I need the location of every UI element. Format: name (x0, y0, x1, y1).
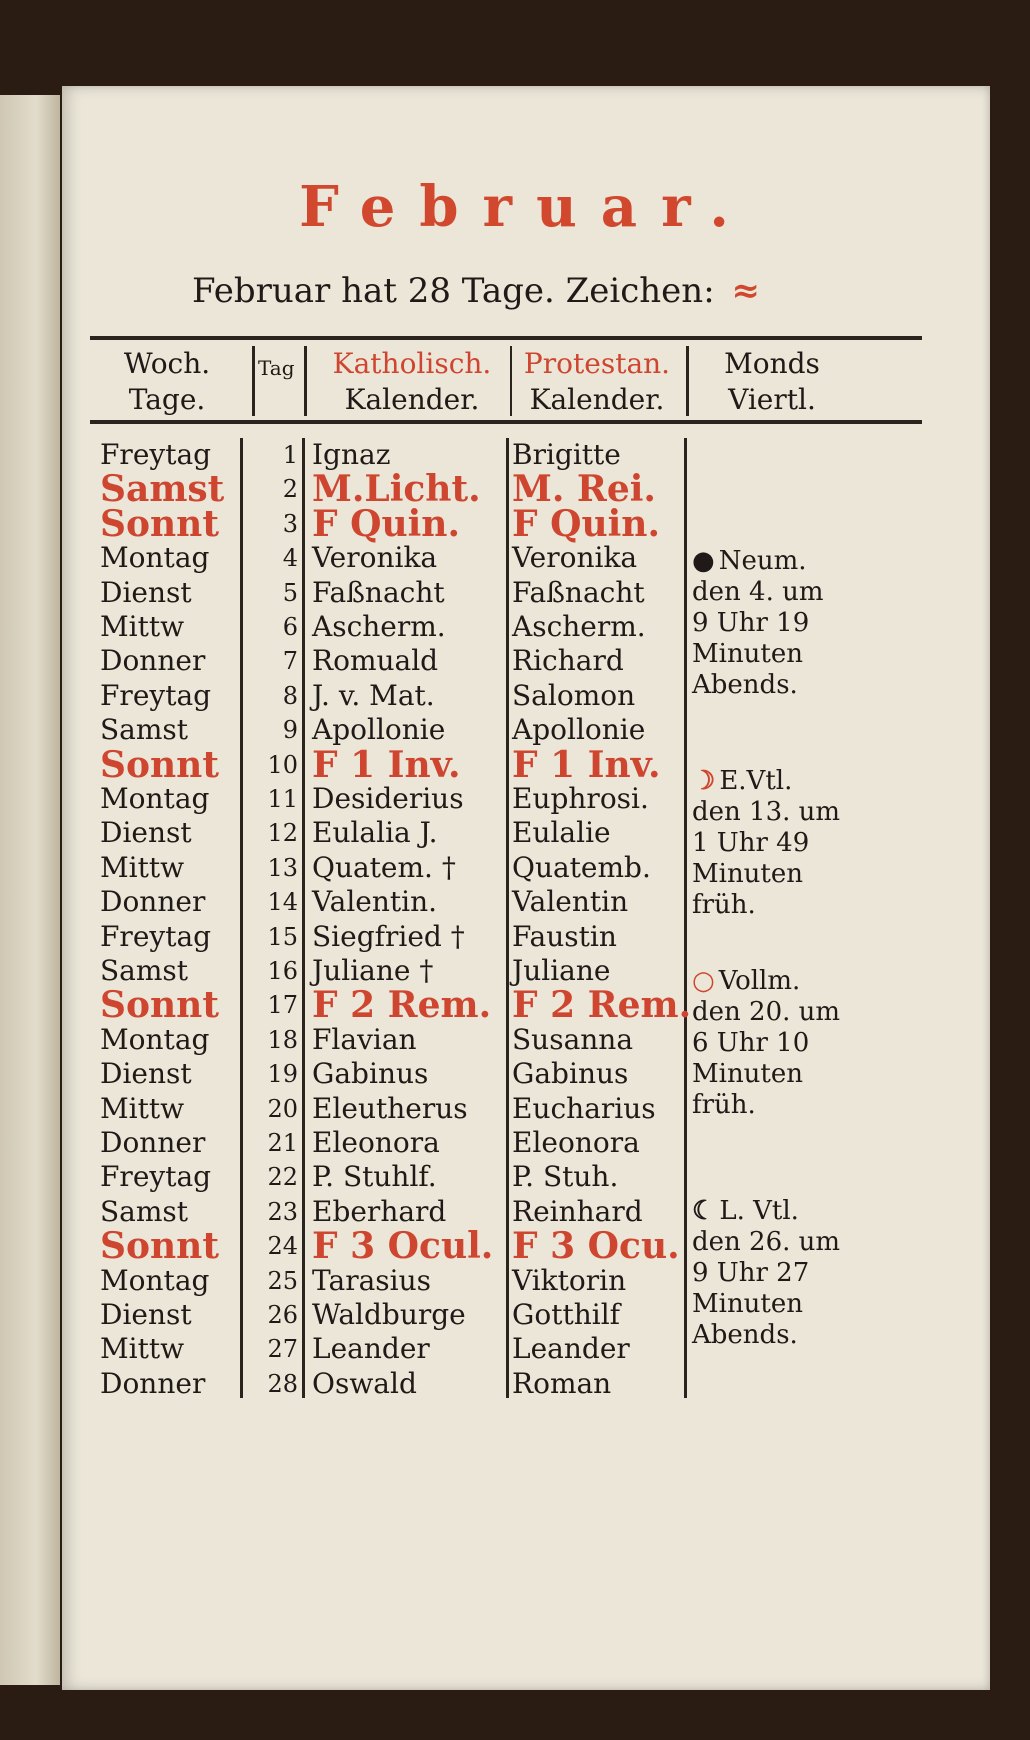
catholic-calendar-cell: F 3 Ocul. (312, 1225, 494, 1268)
weekday-cell: Freytag (100, 438, 212, 471)
weekday-cell: Mittw (100, 1091, 185, 1125)
moon-phase-line: den 13. um (692, 797, 841, 827)
day-number-cell: 6 (282, 613, 298, 641)
header-moon: Monds Viertl. (724, 347, 820, 416)
moon-phase-line: 9 Uhr 27 (692, 1258, 810, 1288)
header-weekday: Woch. Tage. (123, 347, 211, 416)
catholic-calendar-cell: Eberhard (312, 1194, 447, 1228)
table-row (62, 468, 990, 511)
moon-phase-icon: ☽ (692, 766, 716, 796)
catholic-calendar-cell: M.Licht. (312, 468, 481, 511)
weekday-cell: Sonnt (100, 984, 219, 1027)
table-row (62, 984, 990, 1027)
weekday-cell: Donner (100, 644, 206, 678)
weekday-cell: Mittw (100, 1332, 185, 1366)
weekday-cell: Mittw (100, 850, 185, 884)
day-number-cell: 23 (267, 1197, 298, 1226)
protestant-calendar-cell: F 2 Rem. (512, 984, 692, 1027)
day-number-cell: 26 (267, 1301, 298, 1329)
moon-phase-line: Minuten (692, 639, 804, 669)
table-row (62, 438, 990, 472)
table-row (62, 644, 990, 678)
catholic-calendar-cell: Gabinus (312, 1057, 429, 1091)
weekday-cell: Dienst (100, 1057, 192, 1091)
moon-phase-line: den 4. um (692, 577, 824, 607)
header-divider (686, 346, 689, 416)
day-number-cell: 17 (267, 991, 298, 1020)
table-row (62, 1225, 990, 1268)
protestant-calendar-cell: Gotthilf (512, 1298, 621, 1331)
month-subtitle (192, 271, 760, 311)
day-number-cell: 11 (267, 785, 298, 813)
header-bottom-rule (90, 420, 922, 424)
weekday-cell: Dienst (100, 816, 192, 850)
header-day: Tag (258, 356, 295, 380)
day-number-cell: 19 (267, 1060, 298, 1089)
day-number-cell: 4 (282, 544, 298, 573)
protestant-calendar-cell: Euphrosi. (512, 782, 649, 815)
weekday-cell: Mittw (100, 610, 185, 643)
catholic-calendar-cell: J. v. Mat. (312, 678, 435, 712)
protestant-calendar-cell: Quatemb. (512, 850, 651, 884)
weekday-cell: Montag (100, 782, 210, 815)
protestant-calendar-cell: Eulalie (512, 816, 611, 850)
day-number-cell: 10 (267, 750, 298, 779)
subtitle-text: Februar hat 28 Tage. Zeichen: (192, 271, 715, 311)
protestant-calendar-cell: Faßnacht (512, 575, 645, 609)
table-row (62, 576, 990, 610)
catholic-calendar-cell: F Quin. (312, 502, 461, 545)
header-divider (252, 346, 255, 416)
protestant-calendar-cell: Ascherm. (512, 610, 646, 643)
catholic-calendar-cell: Flavian (312, 1022, 417, 1056)
header-top-rule (90, 336, 922, 340)
moon-phase-entry (692, 1196, 842, 1351)
protestant-calendar-cell: Juliane (512, 954, 611, 987)
protestant-calendar-cell: Roman (512, 1366, 612, 1400)
table-row (62, 610, 990, 644)
protestant-calendar-cell: M. Rei. (512, 468, 656, 511)
catholic-calendar-cell: Eleutherus (312, 1091, 468, 1125)
day-number-cell: 16 (267, 957, 298, 985)
protestant-calendar-cell: Valentin (512, 885, 629, 919)
day-number-cell: 18 (267, 1025, 298, 1054)
protestant-calendar-cell: Salomon (512, 678, 636, 712)
protestant-calendar-cell: Susanna (512, 1022, 634, 1056)
day-number-cell: 1 (282, 441, 298, 469)
table-row (62, 502, 990, 545)
table-row (62, 954, 990, 988)
day-number-cell: 12 (267, 819, 298, 848)
catholic-calendar-cell: Waldburge (312, 1298, 466, 1331)
table-row (62, 743, 990, 786)
moon-phase-line: Minuten (692, 1289, 804, 1319)
day-number-cell: 24 (267, 1232, 298, 1261)
weekday-cell: Dienst (100, 575, 192, 609)
moon-phase-line: 9 Uhr 19 (692, 608, 810, 638)
weekday-cell: Montag (100, 1263, 210, 1297)
header-divider (510, 346, 512, 416)
weekday-cell: Montag (100, 1022, 210, 1056)
table-row (62, 1332, 990, 1366)
protestant-calendar-cell: Gabinus (512, 1057, 629, 1091)
protestant-calendar-cell: Veronika (512, 541, 638, 575)
moon-phase-entry (692, 966, 842, 1121)
weekday-cell: Dienst (100, 1298, 192, 1331)
day-number-cell: 27 (267, 1335, 298, 1364)
header-catholic: Katholisch. Kalender. (332, 347, 492, 416)
protestant-calendar-cell: F Quin. (512, 502, 661, 545)
protestant-calendar-cell: F 3 Ocu. (512, 1225, 680, 1268)
day-number-cell: 2 (282, 475, 298, 504)
moon-phase-label: Vollm. (718, 966, 801, 996)
catholic-calendar-cell: Faßnacht (312, 575, 445, 609)
moon-phase-icon: ○ (692, 966, 715, 996)
moon-phase-line: 1 Uhr 49 (692, 828, 810, 858)
weekday-cell: Samst (100, 954, 189, 987)
moon-phase-line: früh. (692, 1090, 756, 1120)
moon-phase-label: L. Vtl. (719, 1196, 799, 1226)
weekday-cell: Freytag (100, 678, 212, 712)
catholic-calendar-cell: F 2 Rem. (312, 984, 492, 1027)
moon-phase-line: Abends. (692, 1320, 798, 1350)
catholic-calendar-cell: F 1 Inv. (312, 743, 461, 786)
table-row (62, 1195, 990, 1229)
weekday-cell: Donner (100, 1366, 206, 1400)
protestant-calendar-cell: F 1 Inv. (512, 743, 661, 786)
catholic-calendar-cell: Juliane † (312, 954, 434, 987)
weekday-cell: Sonnt (100, 1225, 219, 1268)
table-row (62, 1264, 990, 1298)
calendar-page (62, 86, 990, 1690)
moon-phase-label: E.Vtl. (719, 766, 793, 796)
catholic-calendar-cell: Tarasius (312, 1263, 431, 1297)
day-number-cell: 8 (282, 681, 298, 710)
zodiac-sign-icon: ≈ (731, 271, 760, 311)
protestant-calendar-cell: Leander (512, 1332, 630, 1366)
catholic-calendar-cell: Ascherm. (312, 610, 446, 643)
weekday-cell: Donner (100, 885, 206, 919)
table-row (62, 1092, 990, 1126)
weekday-cell: Montag (100, 541, 210, 575)
weekday-cell: Sonnt (100, 743, 219, 786)
table-row (62, 1160, 990, 1194)
weekday-cell: Freytag (100, 919, 212, 953)
header-divider (304, 346, 307, 416)
catholic-calendar-cell: Valentin. (312, 885, 438, 919)
catholic-calendar-cell: Siegfried † (312, 919, 465, 953)
catholic-calendar-cell: Romuald (312, 644, 439, 678)
day-number-cell: 22 (267, 1163, 298, 1192)
day-number-cell: 28 (267, 1369, 298, 1398)
table-row (62, 1367, 990, 1401)
table-row (62, 920, 990, 954)
day-number-cell: 13 (267, 853, 298, 882)
catholic-calendar-cell: Quatem. † (312, 850, 456, 884)
protestant-calendar-cell: P. Stuh. (512, 1160, 619, 1194)
day-number-cell: 9 (282, 716, 298, 745)
catholic-calendar-cell: Oswald (312, 1366, 417, 1400)
table-row (62, 1023, 990, 1057)
table-row (62, 1126, 990, 1160)
table-row (62, 885, 990, 919)
catholic-calendar-cell: Leander (312, 1332, 430, 1366)
protestant-calendar-cell: Eucharius (512, 1091, 656, 1125)
weekday-cell: Samst (100, 713, 189, 747)
header-protestant: Protestan. Kalender. (523, 347, 671, 416)
weekday-cell: Freytag (100, 1160, 212, 1194)
moon-phase-line: 6 Uhr 10 (692, 1028, 810, 1058)
catholic-calendar-cell: Ignaz (312, 438, 391, 471)
moon-phase-label: Neum. (718, 546, 807, 576)
moon-phase-icon: ☾ (692, 1196, 716, 1226)
catholic-calendar-cell: Desiderius (312, 782, 464, 815)
table-row (62, 541, 990, 575)
catholic-calendar-cell: Apollonie (312, 713, 446, 747)
moon-phase-entry (692, 766, 842, 921)
page-title: Februar. (299, 174, 753, 240)
weekday-cell: Samst (100, 1194, 189, 1228)
protestant-calendar-cell: Eleonora (512, 1126, 640, 1159)
catholic-calendar-cell: Eulalia J. (312, 816, 438, 850)
table-row (62, 1298, 990, 1332)
catholic-calendar-cell: Eleonora (312, 1126, 440, 1159)
day-number-cell: 21 (267, 1129, 298, 1157)
table-row (62, 679, 990, 713)
day-number-cell: 3 (282, 509, 298, 538)
weekday-cell: Sonnt (100, 502, 219, 545)
table-row (62, 1057, 990, 1091)
protestant-calendar-cell: Richard (512, 644, 624, 678)
day-number-cell: 15 (267, 922, 298, 951)
protestant-calendar-cell: Viktorin (512, 1263, 627, 1297)
day-number-cell: 25 (267, 1266, 298, 1295)
moon-phase-icon: ● (692, 546, 715, 576)
day-number-cell: 14 (267, 888, 298, 917)
moon-phase-entry (692, 546, 842, 701)
moon-phase-line: Abends. (692, 670, 798, 700)
catholic-calendar-cell: Veronika (312, 541, 438, 575)
table-row (62, 713, 990, 747)
protestant-calendar-cell: Reinhard (512, 1194, 643, 1228)
catholic-calendar-cell: P. Stuhlf. (312, 1160, 437, 1194)
day-number-cell: 7 (282, 647, 298, 676)
weekday-cell: Donner (100, 1126, 206, 1159)
day-number-cell: 20 (267, 1094, 298, 1123)
moon-phase-line: den 26. um (692, 1227, 841, 1257)
moon-phase-line: den 20. um (692, 997, 841, 1027)
moon-phase-line: Minuten (692, 1059, 804, 1089)
weekday-cell: Samst (100, 468, 225, 511)
protestant-calendar-cell: Faustin (512, 919, 617, 953)
day-number-cell: 5 (282, 578, 298, 607)
table-row (62, 782, 990, 816)
protestant-calendar-cell: Brigitte (512, 438, 621, 471)
protestant-calendar-cell: Apollonie (512, 713, 646, 747)
moon-phase-line: Minuten (692, 859, 804, 889)
moon-phase-line: früh. (692, 890, 756, 920)
left-page-edge (0, 95, 60, 1685)
table-row (62, 851, 990, 885)
table-row (62, 816, 990, 850)
